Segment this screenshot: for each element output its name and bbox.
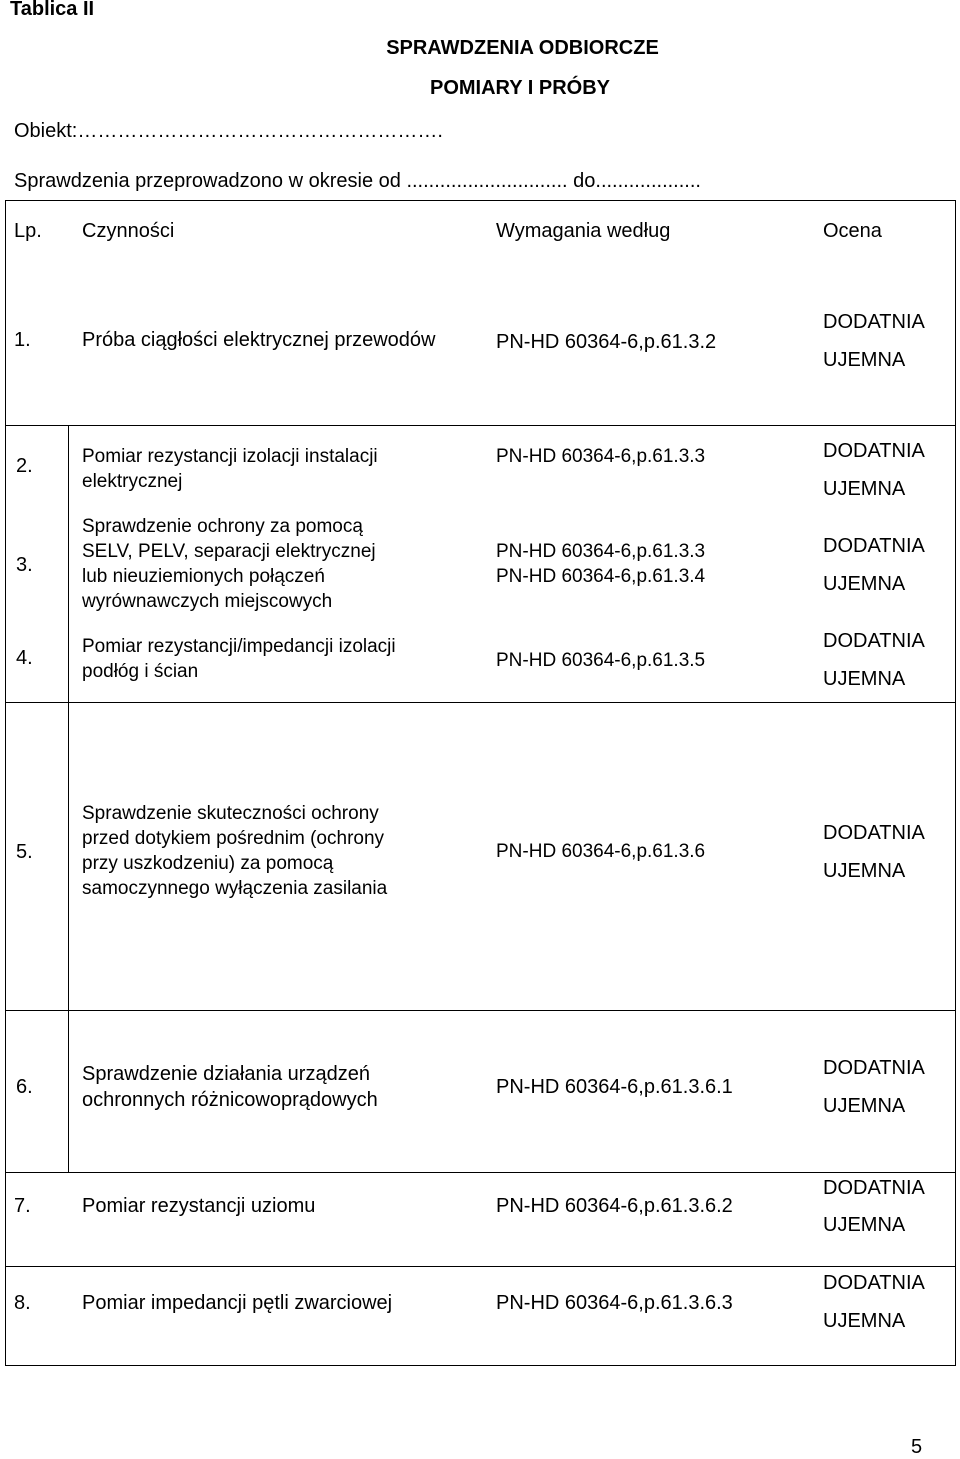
row-divider [5,1266,956,1267]
grade-negative: UJEMNA [823,668,906,690]
requirement-line: PN-HD 60364-6,p.61.3.3 [496,541,706,562]
row-number: 5. [16,841,33,863]
grade-positive: DODATNIA [823,535,925,557]
object-label: Obiekt: [14,120,78,142]
column-header-activity: Czynności [82,220,175,242]
row-activity [82,635,396,683]
column-header-assessment: Ocena [823,220,882,242]
row-number: 1. [14,329,31,351]
row-divider [5,1172,956,1173]
activity-line: wyrównawczych miejscowych [82,591,333,612]
column-header-requirements: Wymagania według [496,220,671,242]
activity-line: SELV, PELV, separacji elektrycznej [82,541,376,562]
grade-negative: UJEMNA [823,478,906,500]
activity-line: podłóg i ścian [82,661,199,682]
row-activity [82,445,378,493]
period-field: Sprawdzenia przeprowadzono w okresie od ............................. do................... [14,170,701,192]
row-activity: Pomiar rezystancji uziomu [82,1195,316,1217]
row-requirement: PN-HD 60364-6,p.61.3.6 [496,841,706,862]
grade-positive: DODATNIA [823,1057,925,1079]
activity-line: ochronnych różnicowoprądowych [82,1089,378,1111]
grade-negative: UJEMNA [823,1214,906,1236]
activity-line: lub nieuziemionych połączeń [82,566,325,587]
activity-line: Sprawdzenie skuteczności ochrony [82,803,379,824]
row-activity: Próba ciągłości elektrycznej przewodów [82,329,436,351]
table-border-top [5,200,956,201]
object-field [14,119,443,143]
activity-line: samoczynnego wyłączenia zasilania [82,878,388,899]
row-requirement: PN-HD 60364-6,p.61.3.6.2 [496,1195,733,1217]
object-dots: ………………………………………………. [77,120,443,142]
grade-negative: UJEMNA [823,1310,906,1332]
grade-negative: UJEMNA [823,860,906,882]
row-divider [5,702,956,703]
row-number: 3. [16,554,33,576]
row-number: 7. [14,1195,31,1217]
grade-positive: DODATNIA [823,311,925,333]
column-header-lp: Lp. [14,220,42,242]
table-border-right [955,200,956,1366]
activity-line: Pomiar rezystancji izolacji instalacji [82,446,378,467]
grade-negative: UJEMNA [823,349,906,371]
activity-line: Sprawdzenie ochrony za pomocą [82,516,363,537]
grade-negative: UJEMNA [823,573,906,595]
document-subtitle: POMIARY I PRÓBY [429,77,611,99]
table-border-left [5,200,6,1366]
row-requirement: PN-HD 60364-6,p.61.3.5 [496,650,706,671]
table-border-bottom [5,1365,956,1366]
grade-negative: UJEMNA [823,1095,906,1117]
row-requirement [496,540,705,588]
grade-positive: DODATNIA [823,1272,925,1294]
row-requirement: PN-HD 60364-6,p.61.3.6.1 [496,1076,733,1098]
table-label: Tablica II [10,0,95,20]
grade-positive: DODATNIA [823,630,925,652]
grade-positive: DODATNIA [823,1177,925,1199]
activity-line: przy uszkodzeniu) za pomocą [82,853,334,874]
row-requirement: PN-HD 60364-6,p.61.3.6.3 [496,1292,733,1314]
row-divider [5,425,956,426]
row-requirement: PN-HD 60364-6,p.61.3.2 [496,331,717,353]
row-activity [82,802,387,900]
row-activity: Pomiar impedancji pętli zwarciowej [82,1292,393,1314]
row-divider [5,1010,956,1011]
requirement-line: PN-HD 60364-6,p.61.3.4 [496,566,706,587]
grade-positive: DODATNIA [823,822,925,844]
row-number: 2. [16,455,33,477]
row-activity [82,1062,378,1112]
activity-line: elektrycznej [82,471,183,492]
row-number: 4. [16,647,33,669]
grade-positive: DODATNIA [823,440,925,462]
page-number: 5 [911,1436,923,1458]
row-activity [82,515,376,613]
row-number: 8. [14,1292,31,1314]
column-divider-lp [68,425,69,1173]
document-title: SPRAWDZENIA ODBIORCZE [386,37,659,59]
row-number: 6. [16,1076,33,1098]
row-requirement: PN-HD 60364-6,p.61.3.3 [496,446,706,467]
activity-line: przed dotykiem pośrednim (ochrony [82,828,385,849]
activity-line: Pomiar rezystancji/impedancji izolacji [82,636,396,657]
activity-line: Sprawdzenie działania urządzeń [82,1063,370,1085]
